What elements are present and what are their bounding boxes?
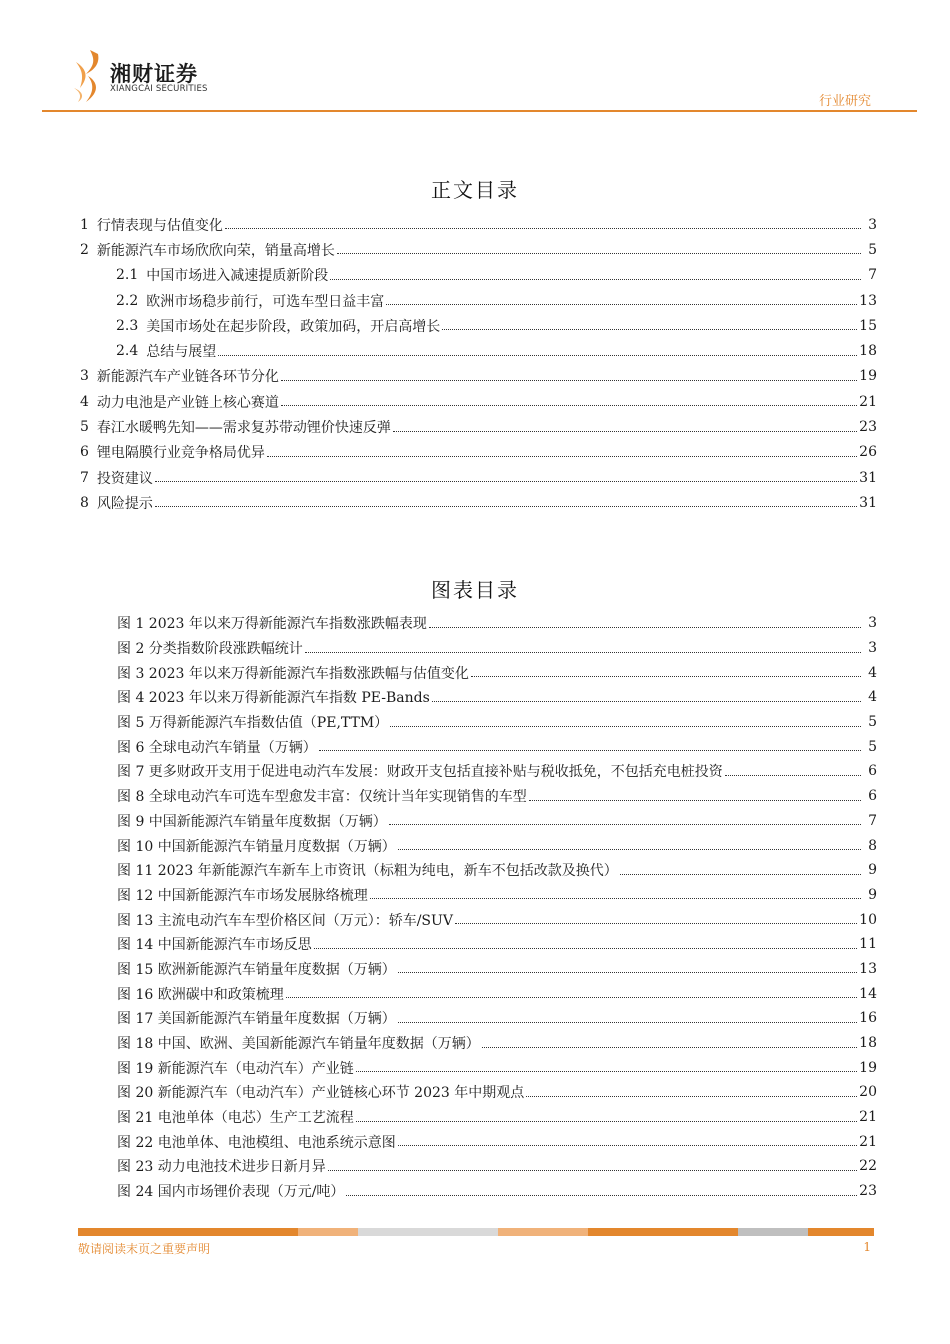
figure-entry-page: 9 — [868, 862, 877, 879]
toc-entry[interactable] — [80, 389, 877, 414]
figure-entry[interactable] — [117, 636, 877, 661]
footer-color-bar — [78, 1228, 874, 1236]
figure-entry[interactable] — [117, 710, 877, 735]
figure-entry-page: 5 — [868, 714, 877, 731]
footer-disclaimer-note: 敬请阅读末页之重要声明 — [78, 1242, 211, 1256]
toc-entry-label: 锂电隔膜行业竞争格局优异 — [96, 445, 265, 462]
figure-entry-label: 图 10 中国新能源汽车销量月度数据（万辆） — [117, 838, 396, 855]
toc-entry-page: 19 — [859, 368, 877, 385]
dot-leader — [393, 431, 857, 432]
toc-entry[interactable] — [80, 288, 877, 313]
toc-entry-number: 2.4 — [116, 343, 139, 360]
figure-entry-page: 23 — [859, 1183, 877, 1200]
dot-leader — [328, 1170, 857, 1171]
figure-entry-label: 图 3 2023 年以来万得新能源汽车指数涨跌幅与估值变化 — [117, 665, 469, 682]
figure-entry[interactable] — [117, 734, 877, 759]
toc-entry-label: 行情表现与估值变化 — [96, 217, 223, 234]
figure-list-title: 图表目录 — [431, 578, 519, 602]
toc-entry-page: 31 — [859, 494, 877, 511]
toc-title: 正文目录 — [431, 178, 519, 202]
toc-entry-page: 21 — [859, 393, 877, 410]
figure-entry-label: 图 7 更多财政开支用于促进电动汽车发展：财政开支包括直接补贴与税收抵免，不包括充电桩投资 — [117, 764, 723, 781]
toc-entry-label: 总结与展望 — [146, 344, 217, 361]
figure-entry-page: 21 — [859, 1133, 877, 1150]
dot-leader — [225, 228, 861, 229]
figure-entry-label: 图 23 动力电池技术进步日新月异 — [117, 1159, 326, 1176]
figure-entry[interactable] — [117, 957, 877, 982]
dot-leader — [390, 726, 861, 727]
toc-entry-number: 2.3 — [116, 317, 139, 334]
figure-entry-page: 21 — [859, 1109, 877, 1126]
figure-entry-page: 6 — [868, 788, 877, 805]
toc-entry-label: 春江水暖鸭先知——需求复苏带动锂价快速反弹 — [96, 420, 391, 437]
toc-entry-page: 26 — [859, 444, 877, 461]
dot-leader — [471, 676, 861, 677]
figure-entry[interactable] — [117, 1105, 877, 1130]
figure-entry-label: 图 22 电池单体、电池模组、电池系统示意图 — [117, 1134, 396, 1151]
dot-leader — [155, 481, 857, 482]
toc-entry-number: 3 — [80, 368, 89, 385]
dot-leader — [482, 1047, 857, 1048]
dot-leader — [529, 800, 861, 801]
figure-entry[interactable] — [117, 1055, 877, 1080]
dot-leader — [398, 849, 861, 850]
page-number: 1 — [863, 1240, 871, 1254]
toc-entry-page: 31 — [859, 469, 877, 486]
figure-entry-label: 图 13 主流电动汽车车型价格区间（万元）：轿车/SUV — [117, 912, 453, 929]
footer-bar-segment — [298, 1228, 358, 1236]
dot-leader — [429, 627, 861, 628]
toc-entry-page: 3 — [868, 216, 877, 233]
toc-entry-label: 中国市场进入减速提质新阶段 — [146, 268, 329, 285]
toc-entry[interactable] — [80, 364, 877, 389]
toc-entry-label: 欧洲市场稳步前行，可选车型日益丰富 — [146, 293, 385, 310]
toc-entry-number: 2 — [80, 241, 89, 258]
toc-entry-page: 23 — [859, 419, 877, 436]
toc-entry[interactable] — [80, 440, 877, 465]
toc-entry[interactable] — [80, 490, 877, 515]
header-divider — [42, 110, 917, 112]
figure-entry[interactable] — [117, 611, 877, 636]
figure-entry[interactable] — [117, 981, 877, 1006]
dot-leader — [305, 652, 861, 653]
figure-entry[interactable] — [117, 858, 877, 883]
figure-entry-label: 图 24 国内市场锂价表现（万元/吨） — [117, 1184, 345, 1201]
figure-entry-label: 图 4 2023 年以来万得新能源汽车指数 PE-Bands — [117, 690, 430, 707]
figure-entry-page: 19 — [859, 1059, 877, 1076]
figure-entry-page: 9 — [868, 886, 877, 903]
figure-entry[interactable] — [117, 1129, 877, 1154]
figure-entry-label: 图 8 全球电动汽车可选车型愈发丰富：仅统计当年实现销售的车型 — [117, 789, 527, 806]
dot-leader — [455, 923, 857, 924]
figure-entry[interactable] — [117, 1080, 877, 1105]
toc-entry[interactable] — [80, 237, 877, 262]
figure-entry-label: 图 14 中国新能源汽车市场反思 — [117, 937, 312, 954]
dot-leader — [281, 380, 857, 381]
figure-entry[interactable] — [117, 1031, 877, 1056]
toc-entry-number: 6 — [80, 444, 89, 461]
figure-entry[interactable] — [117, 759, 877, 784]
figure-entry-page: 6 — [868, 763, 877, 780]
dot-leader — [155, 506, 857, 507]
toc-entry-number: 1 — [80, 216, 89, 233]
dot-leader — [319, 750, 861, 751]
toc-entry-label: 新能源汽车市场欣欣向荣，销量高增长 — [96, 242, 335, 259]
figure-entry[interactable] — [117, 809, 877, 834]
figure-entry-label: 图 17 美国新能源汽车销量年度数据（万辆） — [117, 1011, 396, 1028]
figure-entry-page: 3 — [868, 640, 877, 657]
page-header — [0, 0, 950, 115]
dot-leader — [337, 253, 861, 254]
dot-leader — [356, 1071, 857, 1072]
footer-bar-segment — [358, 1228, 498, 1236]
report-category: 行业研究 — [818, 94, 871, 109]
dot-leader — [286, 997, 857, 998]
figure-entry-label: 图 12 中国新能源汽车市场发展脉络梳理 — [117, 887, 368, 904]
figure-list — [117, 611, 877, 1204]
figure-entry-label: 图 19 新能源汽车（电动汽车）产业链 — [117, 1060, 354, 1077]
toc-entry-number: 7 — [80, 469, 89, 486]
figure-entry-label: 图 20 新能源汽车（电动汽车）产业链核心环节 2023 年中期观点 — [117, 1085, 525, 1102]
figure-entry-page: 10 — [859, 911, 877, 928]
figure-entry-label: 图 16 欧洲碳中和政策梳理 — [117, 986, 284, 1003]
figure-entry-page: 11 — [859, 936, 877, 953]
toc-entry[interactable] — [80, 212, 877, 237]
figure-entry[interactable] — [117, 1154, 877, 1179]
toc-entry[interactable] — [80, 465, 877, 490]
toc-entry-page: 15 — [859, 317, 877, 334]
toc-entry-number: 4 — [80, 393, 89, 410]
dot-leader — [725, 775, 861, 776]
toc-entry[interactable] — [80, 313, 877, 338]
toc-entry-label: 投资建议 — [96, 470, 153, 487]
figure-entry-label: 图 2 分类指数阶段涨跌幅统计 — [117, 641, 303, 658]
figure-entry[interactable] — [117, 1179, 877, 1204]
toc-entry-label: 动力电池是产业链上核心赛道 — [96, 394, 279, 411]
toc-list — [80, 212, 877, 516]
brand-name-en: XIANGCAI SECURITIES — [110, 84, 208, 94]
footer-bar-segment — [78, 1228, 298, 1236]
dot-leader — [398, 1145, 857, 1146]
figure-entry-label: 图 21 电池单体（电芯）生产工艺流程 — [117, 1110, 354, 1127]
figure-entry[interactable] — [117, 1006, 877, 1031]
dot-leader — [398, 972, 857, 973]
figure-entry-page: 14 — [859, 985, 877, 1002]
xiangcai-logo-icon — [72, 48, 102, 104]
figure-entry-label: 图 6 全球电动汽车销量（万辆） — [117, 739, 317, 756]
dot-leader — [281, 405, 857, 406]
toc-entry[interactable] — [80, 263, 877, 288]
figure-entry-page: 7 — [868, 812, 877, 829]
toc-entry-number: 2.2 — [116, 292, 139, 309]
dot-leader — [389, 824, 861, 825]
toc-entry-page: 18 — [859, 343, 877, 360]
figure-entry-page: 16 — [859, 1010, 877, 1027]
toc-entry[interactable] — [80, 338, 877, 363]
figure-entry-page: 4 — [868, 664, 877, 681]
figure-entry-page: 18 — [859, 1035, 877, 1052]
footer-bar-segment — [738, 1228, 808, 1236]
dot-leader — [330, 279, 861, 280]
toc-entry-page: 7 — [868, 267, 877, 284]
dot-leader — [314, 948, 857, 949]
toc-entry[interactable] — [80, 414, 877, 439]
footer-bar-segment — [808, 1228, 874, 1236]
figure-entry-page: 22 — [859, 1158, 877, 1175]
dot-leader — [370, 898, 861, 899]
figure-entry[interactable] — [117, 685, 877, 710]
dot-leader — [620, 874, 861, 875]
brand-name-cn: 湘财证券 — [110, 62, 198, 86]
figure-entry-page: 8 — [868, 837, 877, 854]
dot-leader — [346, 1195, 857, 1196]
figure-entry-label: 图 9 中国新能源汽车销量年度数据（万辆） — [117, 813, 387, 830]
toc-entry-label: 美国市场处在起步阶段，政策加码，开启高增长 — [146, 318, 441, 335]
figure-entry[interactable] — [117, 833, 877, 858]
dot-leader — [526, 1096, 857, 1097]
figure-entry[interactable] — [117, 660, 877, 685]
toc-entry-page: 13 — [859, 292, 877, 309]
dot-leader — [398, 1022, 857, 1023]
figure-entry-label: 图 1 2023 年以来万得新能源汽车指数涨跌幅表现 — [117, 616, 427, 633]
figure-entry-label: 图 11 2023 年新能源汽车新车上市资讯（标粗为纯电，新车不包括改款及换代） — [117, 863, 618, 880]
dot-leader — [432, 701, 861, 702]
figure-entry-page: 5 — [868, 738, 877, 755]
dot-leader — [267, 456, 857, 457]
dot-leader — [386, 304, 857, 305]
toc-entry-label: 风险提示 — [96, 495, 153, 512]
figure-entry[interactable] — [117, 907, 877, 932]
dot-leader — [356, 1121, 857, 1122]
dot-leader — [442, 329, 857, 330]
figure-entry-label: 图 15 欧洲新能源汽车销量年度数据（万辆） — [117, 961, 396, 978]
toc-entry-label: 新能源汽车产业链各环节分化 — [96, 369, 279, 386]
footer-bar-segment — [498, 1228, 588, 1236]
figure-entry-label: 图 18 中国、欧洲、美国新能源汽车销量年度数据（万辆） — [117, 1036, 480, 1053]
figure-entry-page: 13 — [859, 960, 877, 977]
footer-bar-segment — [588, 1228, 738, 1236]
toc-entry-number: 2.1 — [116, 267, 139, 284]
figure-entry-page: 3 — [868, 615, 877, 632]
dot-leader — [218, 355, 857, 356]
figure-entry-page: 20 — [859, 1084, 877, 1101]
figure-entry-page: 4 — [868, 689, 877, 706]
figure-entry[interactable] — [117, 932, 877, 957]
figure-entry-label: 图 5 万得新能源汽车指数估值（PE,TTM） — [117, 715, 389, 732]
figure-entry[interactable] — [117, 784, 877, 809]
figure-entry[interactable] — [117, 883, 877, 908]
toc-entry-number: 5 — [80, 419, 89, 436]
toc-entry-number: 8 — [80, 494, 89, 511]
toc-entry-page: 5 — [868, 241, 877, 258]
